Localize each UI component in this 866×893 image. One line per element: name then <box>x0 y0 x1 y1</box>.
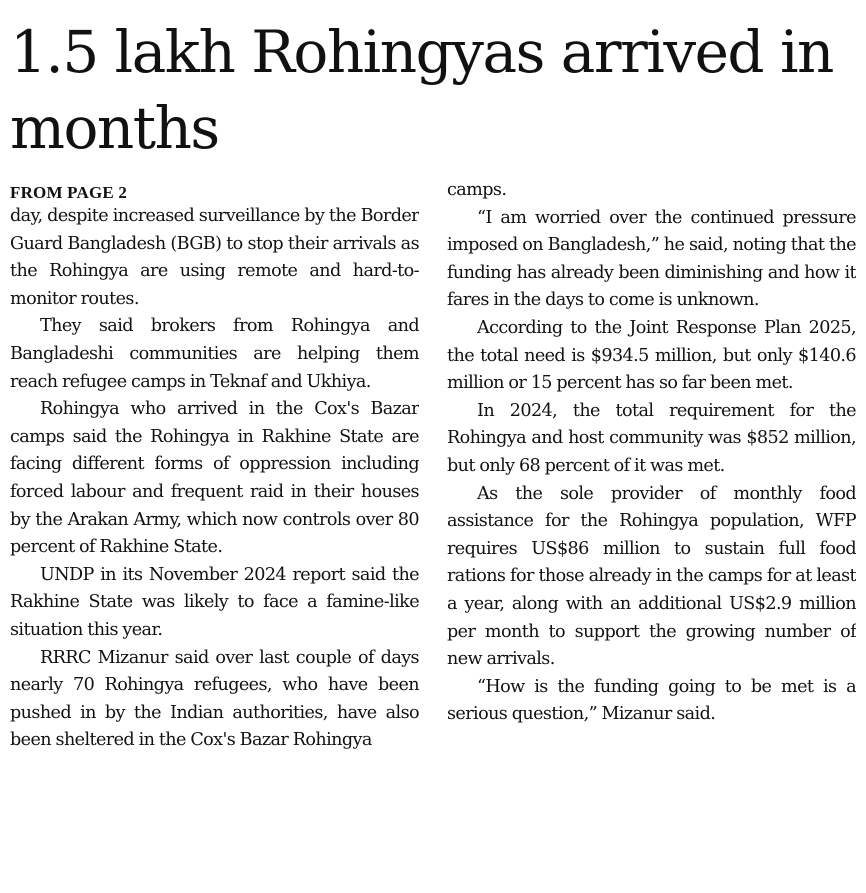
paragraph: day, despite increased surveillance by the Border Guard Bangladesh (BGB) to stop their arrivals as the Rohingya are using remote and hard-to-monitor routes. <box>10 206 419 309</box>
paragraph: RRRC Mizanur said over last couple of days nearly 70 Rohingya refugees, who have been pushed in by the Indian authorities, have also been sheltered in the Cox's Bazar Rohingya <box>10 647 419 751</box>
paragraph: “I am worried over the continued pressure imposed on Bangladesh,” he said, noting that the funding has already been diminishing and how it fares in the days to come is unknown. <box>447 207 856 311</box>
article-body <box>10 183 856 889</box>
paragraph: Rohingya who arrived in the Cox's Bazar camps said the Rohingya in Rakhine State are facing different forms of oppression including forced labour and frequent raid in their houses by the Arakan Army, which now controls over 80 percent of Rakhine State. <box>10 399 419 558</box>
left-column <box>10 183 419 889</box>
headline: 1.5 lakh Rohingyas arrived in months <box>10 18 833 162</box>
paragraph: They said brokers from Rohingya and Bangladeshi communities are helping them reach refugee camps in Teknaf and Ukhiya. <box>10 316 419 392</box>
right-column <box>447 183 856 889</box>
paragraph: “How is the funding going to be met is a serious question,” Mizanur said. <box>447 676 856 725</box>
jump-label: FROM PAGE 2 <box>10 183 128 202</box>
paragraph: As the sole provider of monthly food assistance for the Rohingya population, WFP requires US$86 million to sustain full food rations for those already in the camps for at least a year, along with an additional US$2.9 million per month to support the growing number of new arrivals. <box>447 483 856 670</box>
paragraph: UNDP in its November 2024 report said the Rakhine State was likely to face a famine-like situation this year. <box>10 564 419 640</box>
paragraph: camps. <box>447 183 507 200</box>
paragraph: According to the Joint Response Plan 2025, the total need is $934.5 million, but only $140.6 million or 15 percent has so far been met. <box>447 317 856 394</box>
paragraph: In 2024, the total requirement for the Rohingya and host community was $852 million, but only 68 percent of it was met. <box>447 400 856 476</box>
